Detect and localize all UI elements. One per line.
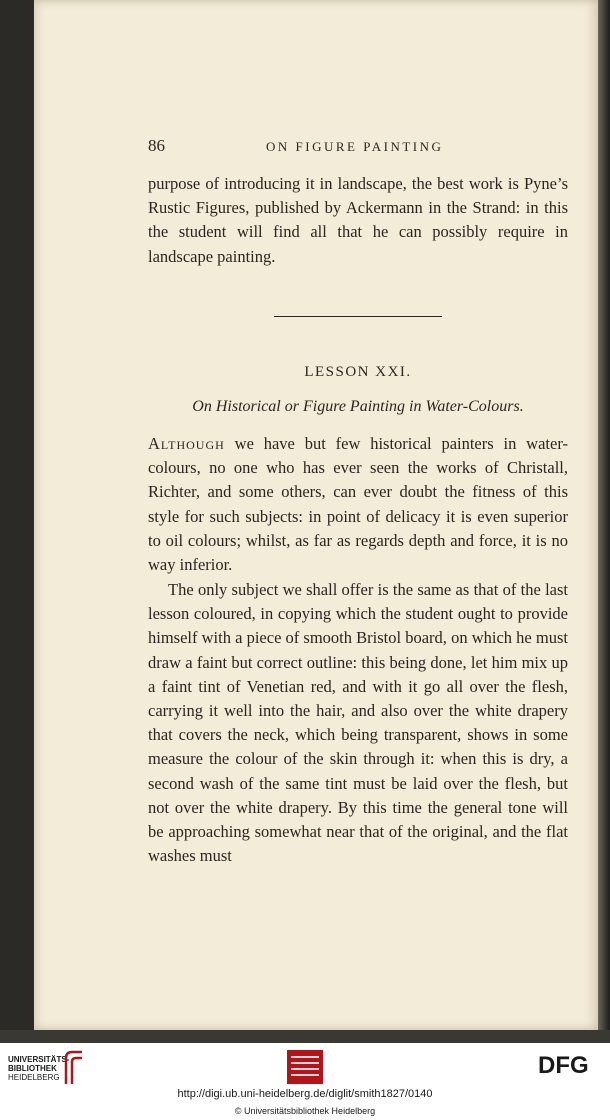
lesson-subtitle: On Historical or Figure Painting in Water-Colours. xyxy=(192,398,524,415)
university-emblem-icon xyxy=(62,1048,86,1086)
digital-library-icon[interactable] xyxy=(287,1050,323,1084)
section-divider xyxy=(274,316,442,317)
scan-bottom-band xyxy=(0,1030,610,1043)
page-edge-shadow xyxy=(598,0,610,1043)
copyright-notice: © Universitätsbibliothek Heidelberg xyxy=(234,1106,376,1116)
library-name-line1: UNIVERSITÄTS- xyxy=(8,1055,70,1064)
permalink-url[interactable]: http://digi.ub.uni-heidelberg.de/diglit/smith1827/0140 xyxy=(177,1088,433,1100)
viewer-footer xyxy=(0,1043,610,1120)
paragraph-3: The only subject we shall offer is the same as that of the last lesson coloured, in copying which the student ought to provide himself with a piece of smooth Bristol board, on which he must draw a faint but correct outline: this being done, let him mix up a faint tint of Venetian red, and with it go all over the flesh, carrying it well into the hair, and also over the white drapery that covers the neck, which being transparent, shows in some measure the colour of the skin through it: when this is dry, a second wash of the same tint must be laid over the flesh, but not over the white drapery. By this time the general tone will be approaching somewhat near that of the original, and the flat washes must xyxy=(148,580,568,866)
paragraph-1: purpose of introducing it in landscape, the best work is Pyne’s Rustic Figures, published by Ackermann in the Strand: in this the student will find all that he can possibly require in landscape painting. xyxy=(148,174,568,266)
paragraph-2-text: we have but few historical painters in water-colours, no one who has ever seen the works of Christall, Richter, and some others, can ever doubt the fitness of this style for such subjects: in point of delicacy it is even superior to oil colours; whilst, as far as regards depth and force, it is no way inferior. xyxy=(148,434,568,575)
lesson-title: LESSON XXI. xyxy=(304,364,412,380)
dfg-logo[interactable]: DFG xyxy=(538,1052,589,1079)
university-library-logo[interactable] xyxy=(8,1055,69,1082)
paragraph-2-lead: Although xyxy=(148,434,225,453)
library-name-line2: BIBLIOTHEK xyxy=(8,1064,57,1073)
page-number: 86 xyxy=(148,136,165,155)
running-title: ON FIGURE PAINTING xyxy=(266,139,444,154)
library-city: HEIDELBERG xyxy=(8,1073,60,1082)
paragraph-2 xyxy=(148,432,568,577)
